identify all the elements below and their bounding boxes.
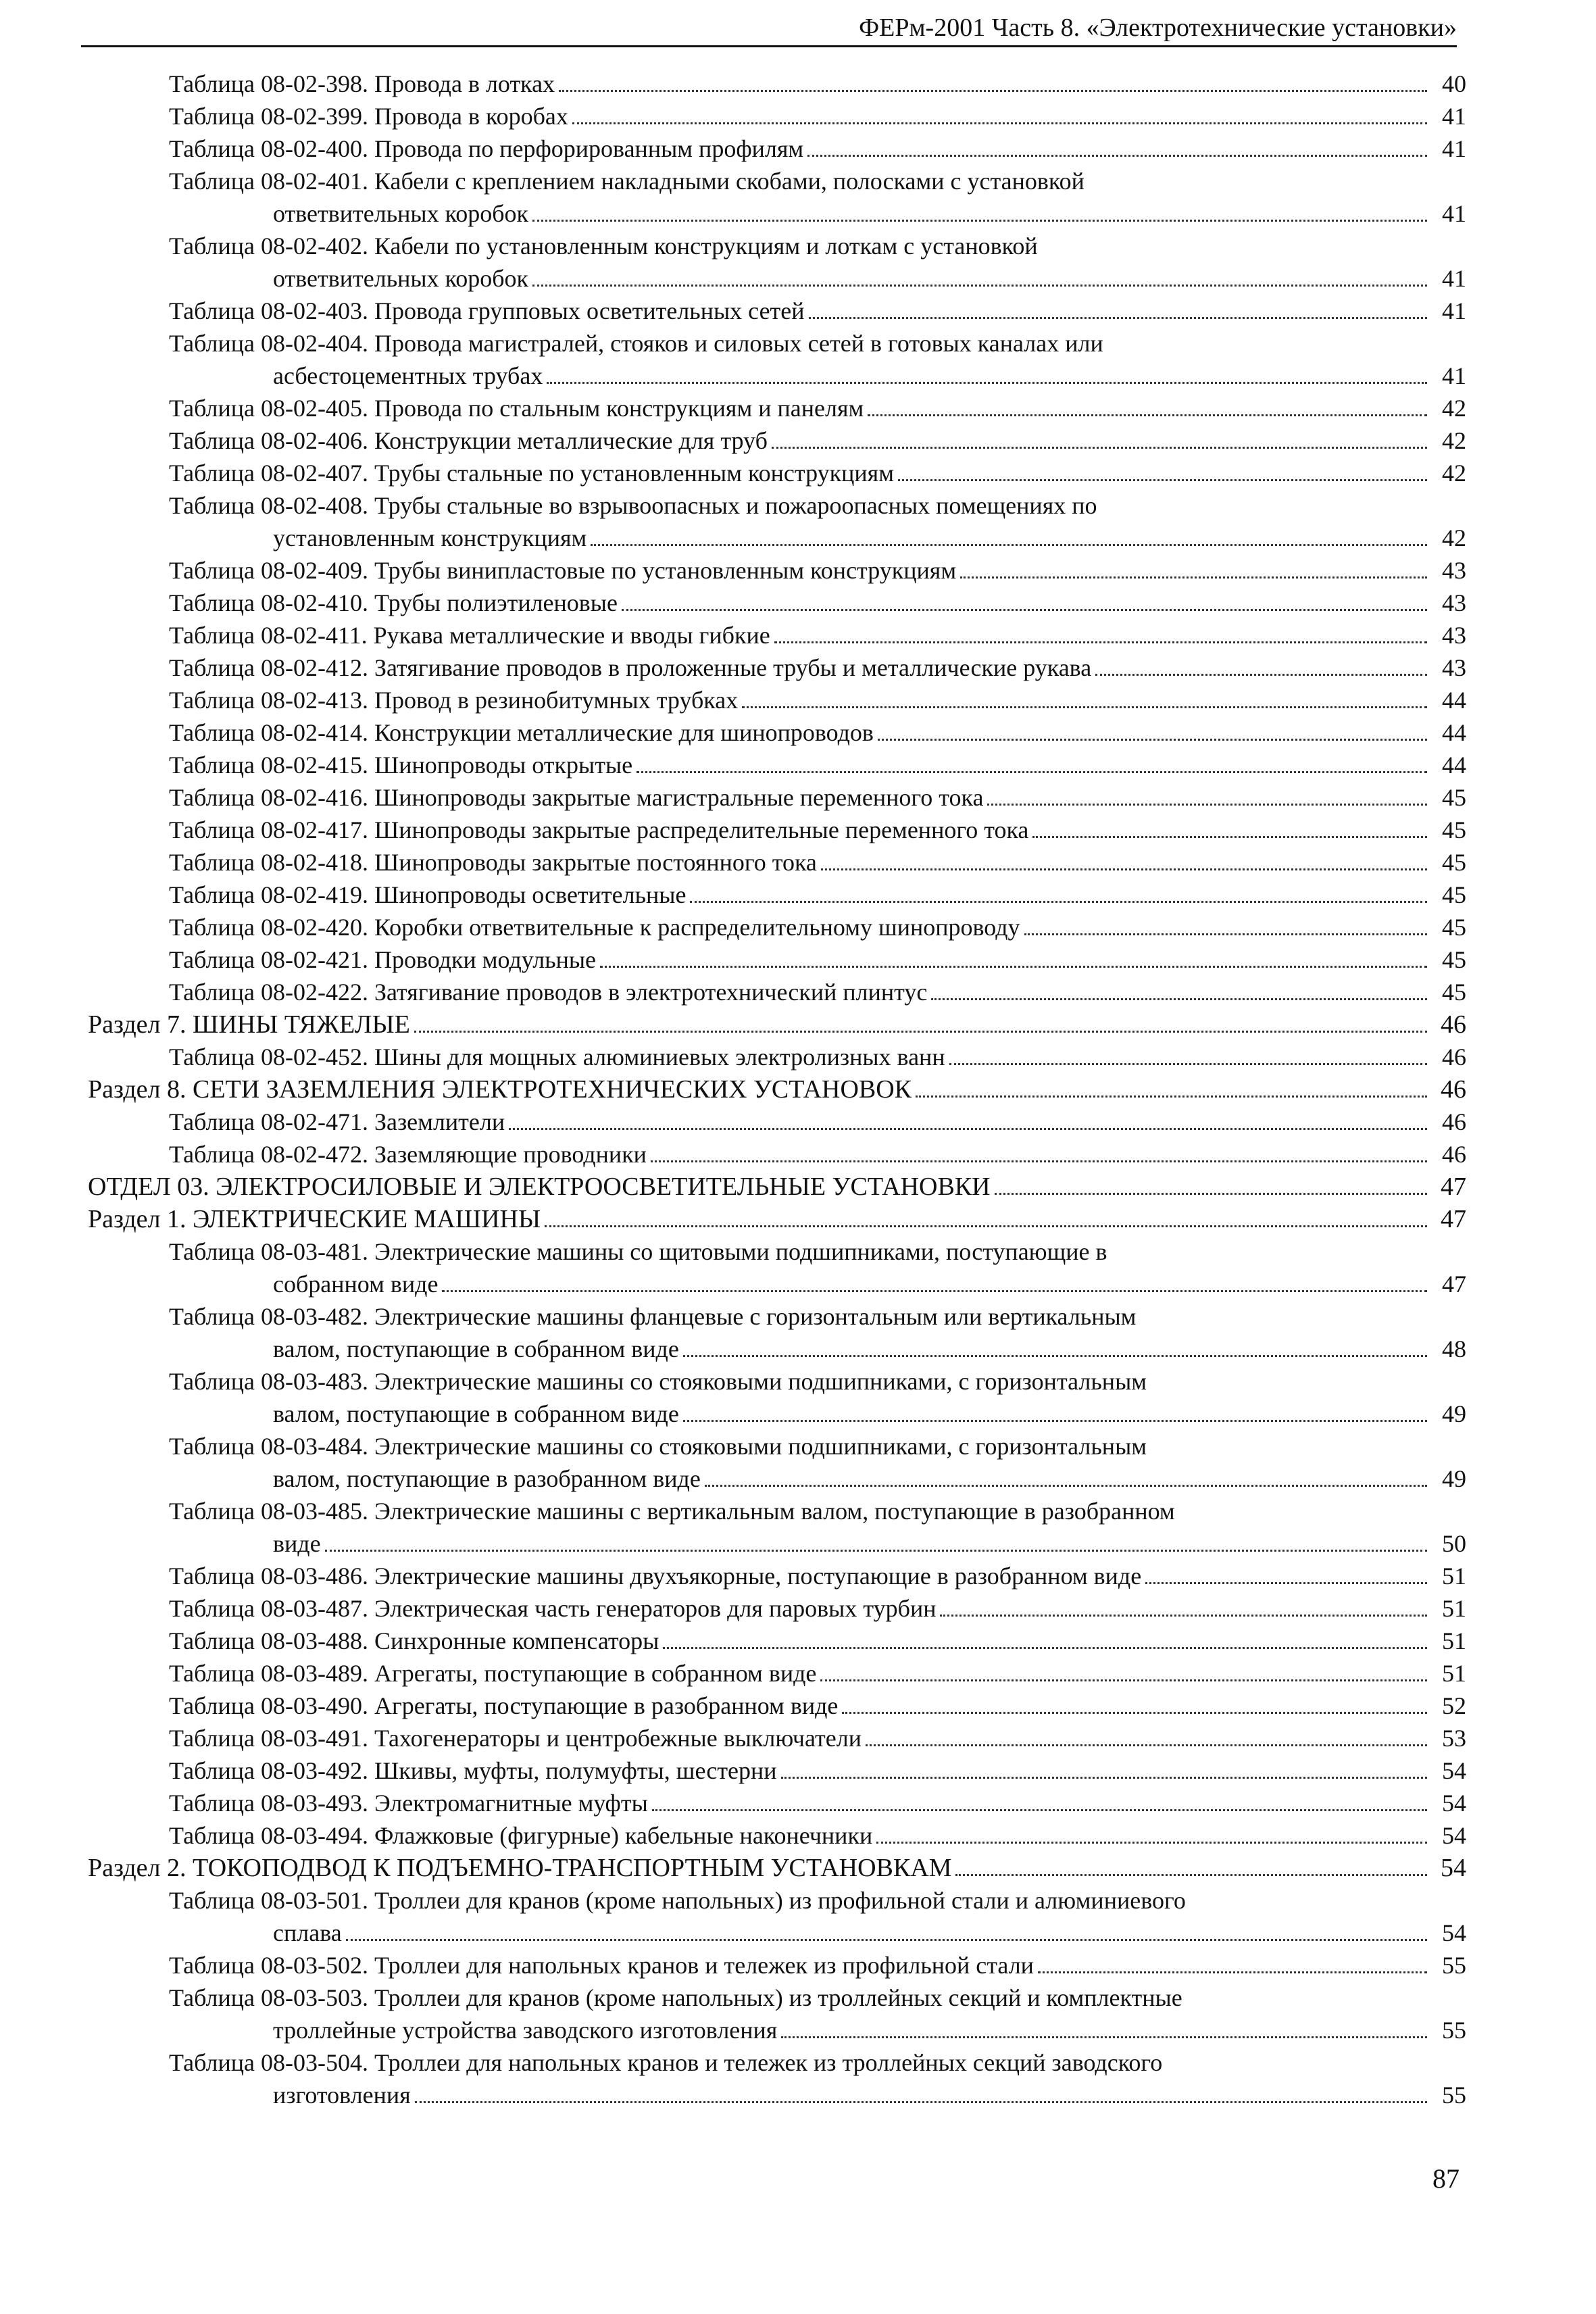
toc-entry-title: Таблица 08-03-493. Электромагнитные муфты [169,1790,648,1817]
toc-entry-page: 44 [1442,752,1466,779]
toc-entry-page: 47 [1442,1271,1466,1298]
toc-entry[interactable] [88,1852,1466,1884]
dot-leader [532,285,1427,287]
dot-leader [652,1809,1427,1811]
toc-entry-title: Таблица 08-03-492. Шкивы, муфты, полумуфты, шестерни [169,1757,777,1784]
dot-leader [960,576,1427,578]
toc-entry-title: Таблица 08-02-471. Заземлители [169,1108,505,1135]
toc-entry-title: Таблица 08-03-490. Агрегаты, поступающие в разобранном виде [169,1692,839,1719]
toc-entry-title: Таблица 08-02-410. Трубы полиэтиленовые [169,589,618,616]
toc-entry-page: 53 [1442,1725,1466,1752]
toc-entry-title: Таблица 08-03-484. Электрические машины со стояковыми подшипниками, с горизонтальным [169,1433,1147,1460]
toc-entry-title: Таблица 08-02-472. Заземляющие проводники [169,1141,647,1168]
toc-entry-page: 43 [1442,622,1466,649]
toc-entry[interactable] [88,2046,1466,2111]
toc-entry-continuation: асбестоцементных трубах [273,362,543,389]
dot-leader [591,544,1427,546]
dot-leader [774,641,1427,643]
toc-entry[interactable] [88,1203,1466,1235]
dot-leader [572,122,1427,124]
toc-entry-page: 49 [1442,1400,1466,1427]
dot-leader [545,1225,1427,1227]
dot-leader [509,1128,1427,1130]
toc-entry[interactable] [88,457,1466,489]
dot-leader [547,382,1427,384]
toc-entry-title: Таблица 08-03-503. Троллеи для кранов (кроме напольных) из троллейных секций и комплектные [169,1984,1182,2011]
toc-entry-page: 49 [1442,1465,1466,1492]
toc-entry[interactable] [88,1592,1466,1625]
toc-entry-page: 51 [1442,1562,1466,1590]
toc-entry-continuation: виде [273,1530,321,1557]
toc-entry[interactable] [88,619,1466,651]
toc-entry-title: Раздел 8. СЕТИ ЗАЗЕМЛЕНИЯ ЭЛЕКТРОТЕХНИЧЕСКИХ УСТАНОВОК [88,1075,912,1104]
toc-entry-page: 44 [1442,687,1466,714]
toc-entry-page: 43 [1442,557,1466,584]
toc-entry[interactable] [88,846,1466,879]
toc-entry[interactable] [88,1819,1466,1852]
toc-entry[interactable] [88,392,1466,424]
toc-entry-title: Таблица 08-02-422. Затягивание проводов в электротехнический плинтус [169,979,928,1006]
dot-leader [949,1063,1427,1065]
toc-entry-page: 42 [1442,524,1466,551]
toc-entry[interactable] [88,1495,1466,1560]
toc-entry-page: 42 [1442,460,1466,487]
toc-entry-page: 45 [1442,946,1466,973]
toc-entry[interactable] [88,684,1466,716]
toc-entry[interactable] [88,1690,1466,1722]
dot-leader [690,901,1427,903]
dot-leader [842,1712,1427,1714]
dot-leader [878,739,1427,741]
toc-entry-page: 54 [1442,1919,1466,1946]
dot-leader [1024,933,1427,935]
toc-entry[interactable] [88,1625,1466,1657]
toc-entry-page: 47 [1441,1173,1466,1201]
dot-leader [868,414,1427,416]
toc-entry-title: Раздел 7. ШИНЫ ТЯЖЕЛЫЕ [88,1010,410,1039]
dot-leader [820,1679,1427,1681]
toc-entry-page: 50 [1442,1530,1466,1557]
toc-entry[interactable] [88,749,1466,781]
toc-entry-page: 45 [1442,849,1466,876]
toc-entry-page: 46 [1442,1108,1466,1135]
toc-entry-title: Таблица 08-03-487. Электрическая часть генераторов для паровых турбин [169,1595,937,1622]
toc-entry[interactable] [88,295,1466,327]
toc-entry-title: Таблица 08-03-481. Электрические машины со щитовыми подшипниками, поступающие в [169,1238,1107,1265]
toc-entry-title: Таблица 08-02-413. Провод в резинобитумных трубках [169,687,739,714]
toc-entry-page: 45 [1442,914,1466,941]
toc-entry[interactable] [88,327,1466,392]
toc-entry-continuation: ответвительных коробок [273,265,529,292]
toc-entry[interactable] [88,1884,1466,1949]
toc-entry-continuation: валом, поступающие в разобранном виде [273,1465,701,1492]
dot-leader [995,1193,1427,1195]
dot-leader [940,1615,1427,1617]
toc-entry-title: Таблица 08-02-419. Шинопроводы осветительные [169,881,687,908]
toc-entry-title: Таблица 08-02-421. Проводки модульные [169,946,597,973]
toc-entry-page: 43 [1442,654,1466,681]
toc-entry[interactable] [88,1560,1466,1592]
toc-entry-page: 54 [1442,1822,1466,1849]
toc-entry-title: Таблица 08-02-408. Трубы стальные во взрывоопасных и пожароопасных помещениях по [169,492,1097,519]
toc-entry[interactable] [88,1430,1466,1495]
toc-entry[interactable] [88,814,1466,846]
toc-entry-page: 51 [1442,1660,1466,1687]
toc-entry[interactable] [88,489,1466,554]
toc-entry[interactable] [88,100,1466,132]
toc-entry-title: Таблица 08-02-418. Шинопроводы закрытые постоянного тока [169,849,817,876]
dot-leader [1038,1971,1427,1973]
toc-entry-title: Таблица 08-02-407. Трубы стальные по установленным конструкциям [169,460,894,487]
toc-entry-title: Таблица 08-02-416. Шинопроводы закрытые магистральные переменного тока [169,784,984,811]
toc-entry-title: Таблица 08-02-406. Конструкции металлические для труб [169,427,768,454]
dot-leader [898,479,1427,481]
dot-leader [807,155,1427,157]
dot-leader [1145,1582,1427,1584]
toc-entry[interactable] [88,651,1466,684]
toc-entry[interactable] [88,587,1466,619]
toc-entry[interactable] [88,230,1466,295]
toc-entry-title: Таблица 08-03-491. Тахогенераторы и центробежные выключатели [169,1725,862,1752]
toc-entry-title: Таблица 08-02-409. Трубы винипластовые по установленным конструкциям [169,557,957,584]
toc-entry[interactable] [88,1722,1466,1754]
toc-entry-title: Таблица 08-02-405. Провода по стальным конструкциям и панелям [169,395,864,422]
toc-entry-page: 46 [1442,1043,1466,1070]
dot-leader [955,1874,1427,1876]
dot-leader [415,2101,1427,2103]
toc-entry[interactable] [88,911,1466,943]
toc-entry-continuation: собранном виде [273,1271,439,1298]
dot-leader [876,1842,1427,1844]
toc-entry-title: Таблица 08-02-417. Шинопроводы закрытые распределительные переменного тока [169,816,1029,843]
toc-entry[interactable] [88,1981,1466,2046]
toc-entry-continuation: сплава [273,1919,342,1946]
toc-entry-title: Таблица 08-03-483. Электрические машины со стояковыми подшипниками, с горизонтальным [169,1368,1147,1395]
toc-entry[interactable] [88,1949,1466,1981]
dot-leader [781,1777,1427,1779]
toc-entry[interactable] [88,424,1466,457]
toc-entry-title: Таблица 08-02-415. Шинопроводы открытые [169,752,633,779]
toc-entry-title: Раздел 2. ТОКОПОДВОД К ПОДЪЕМНО-ТРАНСПОРТНЫМ УСТАНОВКАМ [88,1854,952,1882]
toc-entry-page: 54 [1442,1790,1466,1817]
toc-entry-title: Таблица 08-03-485. Электрические машины с вертикальным валом, поступающие в разобранном [169,1498,1175,1525]
toc-entry-page: 52 [1442,1692,1466,1719]
toc-entry[interactable] [88,879,1466,911]
toc-entry-continuation: установленным конструкциям [273,524,587,551]
toc-entry-title: Таблица 08-02-402. Кабели по установленным конструкциям и лоткам с установкой [169,232,1038,260]
toc-entry[interactable] [88,1235,1466,1300]
page-number: 87 [1432,2163,1460,2194]
toc-entry-title: Таблица 08-03-486. Электрические машины двухъякорные, поступающие в разобранном виде [169,1562,1142,1590]
dot-leader [781,2036,1427,2038]
toc-entry[interactable] [88,781,1466,814]
toc-entry-title: Таблица 08-02-400. Провода по перфорированным профилям [169,135,804,162]
toc-entry-continuation: троллейные устройства заводского изготовления [273,2017,778,2044]
toc-entry-page: 48 [1442,1335,1466,1362]
toc-entry[interactable] [88,716,1466,749]
dot-leader [1095,674,1427,676]
toc-entry-page: 55 [1442,2017,1466,2044]
dot-leader [809,317,1427,319]
dot-leader [442,1290,1427,1292]
toc-entry[interactable] [88,943,1466,976]
toc-entry-page: 45 [1442,979,1466,1006]
toc-entry-page: 41 [1442,297,1466,324]
toc-entry-title: Таблица 08-02-403. Провода групповых осветительных сетей [169,297,805,324]
toc-entry[interactable] [88,1300,1466,1365]
toc-entry[interactable] [88,165,1466,230]
dot-leader [600,966,1427,968]
toc-entry[interactable] [88,1008,1466,1041]
toc-entry-page: 51 [1442,1595,1466,1622]
toc-entry-continuation: ответвительных коробок [273,200,529,227]
toc-entry-page: 46 [1442,1141,1466,1168]
dot-leader [346,1939,1427,1941]
toc-entry[interactable] [88,1365,1466,1430]
toc-entry[interactable] [88,554,1466,587]
toc-entry[interactable] [88,976,1466,1008]
toc-entry-page: 40 [1442,70,1466,97]
toc-entry-page: 51 [1442,1627,1466,1654]
dot-leader [931,998,1427,1000]
dot-leader [532,220,1427,222]
toc-entry-title: Таблица 08-02-420. Коробки ответвительные к распределительному шинопроводу [169,914,1020,941]
dot-leader [622,609,1427,611]
dot-leader [866,1744,1427,1746]
toc-entry-title: Таблица 08-02-412. Затягивание проводов в проложенные трубы и металлические рукава [169,654,1092,681]
toc-entry-title: Таблица 08-03-502. Троллеи для напольных кранов и тележек из профильной стали [169,1952,1034,1979]
toc-entry-page: 46 [1441,1010,1466,1039]
toc-entry-title: Таблица 08-03-488. Синхронные компенсаторы [169,1627,659,1654]
toc-entry-title: Таблица 08-02-404. Провода магистралей, стояков и силовых сетей в готовых каналах или [169,330,1103,357]
toc-entry-page: 41 [1442,200,1466,227]
toc-entry-continuation: валом, поступающие в собранном виде [273,1335,679,1362]
toc-entry[interactable] [88,1171,1466,1203]
toc-entry-page: 54 [1442,1757,1466,1784]
toc-entry-title: Таблица 08-02-401. Кабели с креплением накладными скобами, полосками с установкой [169,168,1084,195]
toc-entry-continuation: изготовления [273,2082,411,2109]
toc-entry-page: 43 [1442,589,1466,616]
dot-leader [1032,836,1427,838]
dot-leader [637,771,1427,773]
dot-leader [705,1485,1427,1487]
dot-leader [742,706,1427,708]
toc-entry[interactable] [88,1657,1466,1690]
toc-entry-title: Таблица 08-03-504. Троллеи для напольных кранов и тележек из троллейных секций заводского [169,2049,1163,2076]
dot-leader [683,1355,1427,1357]
toc-entry-page: 44 [1442,719,1466,746]
toc-entry[interactable] [88,68,1466,100]
dot-leader [683,1420,1427,1422]
toc-entry-page: 42 [1442,395,1466,422]
dot-leader [772,447,1427,449]
toc-entry-page: 41 [1442,265,1466,292]
toc-entry-page: 42 [1442,427,1466,454]
toc-entry-title: Таблица 08-02-414. Конструкции металлические для шинопроводов [169,719,874,746]
dot-leader [651,1160,1427,1162]
dot-leader [821,868,1427,870]
toc-entry-page: 41 [1442,362,1466,389]
toc-entry-page: 45 [1442,816,1466,843]
toc-entry-title: Раздел 1. ЭЛЕКТРИЧЕСКИЕ МАШИНЫ [88,1205,541,1233]
toc-entry-continuation: валом, поступающие в собранном виде [273,1400,679,1427]
toc-entry-title: Таблица 08-03-489. Агрегаты, поступающие в собранном виде [169,1660,817,1687]
header-title: ФЕРм-2001 Часть 8. «Электротехнические установки» [859,14,1457,42]
toc-entry-title: Таблица 08-03-482. Электрические машины фланцевые с горизонтальным или вертикальным [169,1303,1137,1330]
toc-entry[interactable] [88,1106,1466,1138]
toc-entry-title: Таблица 08-03-501. Троллеи для кранов (кроме напольных) из профильной стали и алюминиевого [169,1887,1186,1914]
running-header [81,12,1457,47]
table-of-contents [88,68,1466,2111]
toc-entry[interactable] [88,132,1466,165]
toc-entry-page: 55 [1442,2082,1466,2109]
toc-entry-title: Таблица 08-02-399. Провода в коробах [169,103,568,130]
toc-entry-page: 47 [1441,1205,1466,1233]
toc-entry[interactable] [88,1073,1466,1106]
dot-leader [663,1647,1427,1649]
toc-entry[interactable] [88,1041,1466,1073]
dot-leader [414,1031,1427,1033]
dot-leader [559,90,1427,92]
toc-entry-title: Таблица 08-03-494. Флажковые (фигурные) кабельные наконечники [169,1822,873,1849]
toc-entry[interactable] [88,1787,1466,1819]
toc-entry-page: 46 [1441,1075,1466,1104]
dot-leader [325,1550,1427,1552]
toc-entry-page: 54 [1441,1854,1466,1882]
toc-entry-title: Таблица 08-02-452. Шины для мощных алюминиевых электролизных ванн [169,1043,945,1070]
toc-entry-page: 45 [1442,881,1466,908]
dot-leader [916,1096,1427,1098]
toc-entry-page: 41 [1442,103,1466,130]
toc-entry-page: 41 [1442,135,1466,162]
toc-entry-page: 45 [1442,784,1466,811]
toc-entry[interactable] [88,1138,1466,1171]
toc-entry-title: Таблица 08-02-411. Рукава металлические и вводы гибкие [169,622,770,649]
toc-entry-title: ОТДЕЛ 03. ЭЛЕКТРОСИЛОВЫЕ И ЭЛЕКТРООСВЕТИТЕЛЬНЫЕ УСТАНОВКИ [88,1173,991,1201]
toc-entry[interactable] [88,1754,1466,1787]
toc-entry-page: 55 [1442,1952,1466,1979]
dot-leader [987,804,1427,806]
toc-entry-title: Таблица 08-02-398. Провода в лотках [169,70,555,97]
